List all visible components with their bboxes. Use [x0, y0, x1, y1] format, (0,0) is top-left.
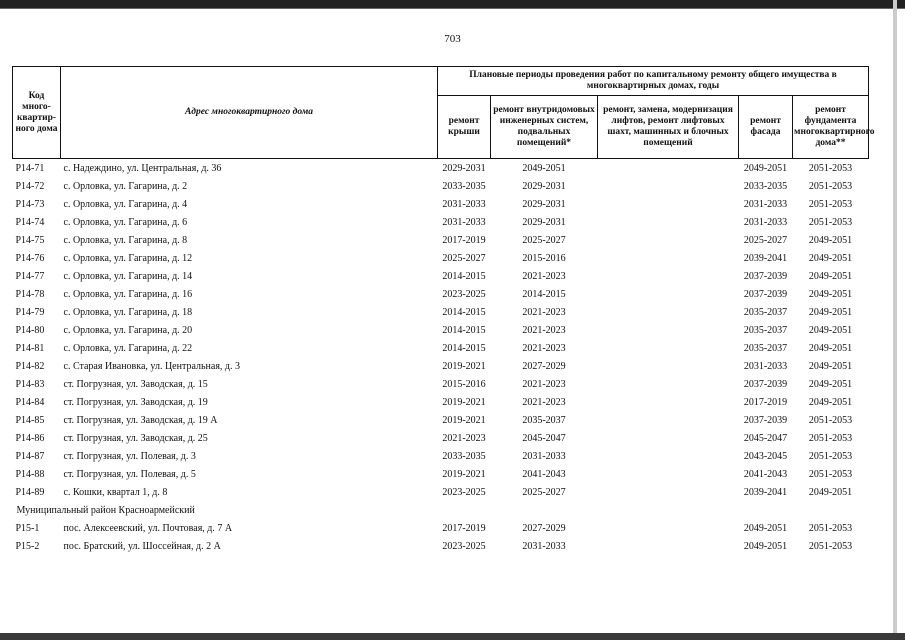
lifts-repair-cell — [598, 159, 739, 178]
foundation-repair-cell: 2049-2051 — [808, 342, 853, 354]
roof-repair-cell: 2015-2016 — [442, 378, 486, 390]
roof-repair-cell: 2031-2033 — [442, 216, 486, 228]
table-row — [13, 483, 869, 501]
roof-repair-cell: 2014-2015 — [442, 306, 486, 318]
house-code-cell: Р15-2 — [15, 540, 40, 552]
lifts-repair-cell — [598, 267, 739, 285]
house-code-cell: Р14-72 — [15, 180, 45, 192]
foundation-repair-cell: 2049-2051 — [808, 360, 853, 372]
header-address: Адрес многоквартирного дома — [61, 67, 438, 159]
capital-repair-table — [12, 66, 875, 555]
lifts-repair-cell — [598, 213, 739, 231]
scan-border-top-shadow — [0, 8, 905, 9]
lifts-repair-cell — [598, 411, 739, 429]
facade-repair-cell: 2031-2033 — [743, 198, 788, 210]
table-header — [13, 67, 875, 159]
table-row — [13, 339, 869, 357]
address-cell: пос. Алексеевский, ул. Почтовая, д. 7 А — [63, 522, 233, 534]
foundation-repair-cell: 2049-2051 — [808, 378, 853, 390]
foundation-repair-cell: 2049-2051 — [808, 270, 853, 282]
address-cell: с. Орловка, ул. Гагарина, д. 12 — [63, 252, 193, 264]
lifts-repair-cell — [598, 339, 739, 357]
foundation-repair-cell: 2049-2051 — [808, 324, 853, 336]
house-code-cell: Р14-80 — [15, 324, 45, 336]
table-row — [13, 537, 869, 555]
section-title: Муниципальный район Красноармейский — [16, 504, 195, 516]
lifts-repair-cell — [598, 375, 739, 393]
house-code-cell: Р14-84 — [15, 396, 45, 408]
systems-repair-cell: 2031-2033 — [522, 540, 566, 552]
lifts-repair-cell — [598, 429, 739, 447]
scan-border-bottom — [0, 633, 905, 640]
house-code-cell: Р14-82 — [15, 360, 45, 372]
table-row — [13, 393, 869, 411]
lifts-repair-cell — [598, 357, 739, 375]
table-body — [13, 159, 869, 556]
foundation-repair-cell: 2049-2051 — [808, 252, 853, 264]
table-row — [13, 267, 869, 285]
facade-repair-cell: 2037-2039 — [743, 378, 788, 390]
house-code-cell: Р14-89 — [15, 486, 45, 498]
facade-repair-cell: 2041-2043 — [743, 468, 788, 480]
systems-repair-cell: 2029-2031 — [522, 216, 566, 228]
house-code-cell: Р14-86 — [15, 432, 45, 444]
lifts-repair-cell — [598, 303, 739, 321]
address-cell: с. Орловка, ул. Гагарина, д. 4 — [63, 198, 188, 210]
facade-repair-cell: 2043-2045 — [743, 450, 788, 462]
foundation-repair-cell: 2051-2053 — [808, 432, 853, 444]
facade-repair-cell: 2033-2035 — [743, 180, 788, 192]
lifts-repair-cell — [598, 249, 739, 267]
address-cell: с. Орловка, ул. Гагарина, д. 14 — [63, 270, 193, 282]
roof-repair-cell: 2019-2021 — [442, 468, 486, 480]
systems-repair-cell: 2027-2029 — [522, 522, 566, 534]
lifts-repair-cell — [598, 177, 739, 195]
systems-repair-cell: 2035-2037 — [522, 414, 566, 426]
header-code: Код много-квартир-ного дома — [13, 67, 61, 159]
address-cell: с. Орловка, ул. Гагарина, д. 18 — [63, 306, 193, 318]
facade-repair-cell: 2031-2033 — [743, 360, 788, 372]
systems-repair-cell: 2025-2027 — [522, 486, 566, 498]
systems-repair-cell: 2015-2016 — [522, 252, 566, 264]
address-cell: с. Кошки, квартал 1, д. 8 — [63, 486, 168, 498]
table-row — [13, 429, 869, 447]
house-code-cell: Р14-73 — [15, 198, 45, 210]
facade-repair-cell: 2031-2033 — [743, 216, 788, 228]
facade-repair-cell: 2037-2039 — [743, 414, 788, 426]
facade-repair-cell: 2035-2037 — [743, 324, 788, 336]
lifts-repair-cell — [598, 537, 739, 555]
table-row — [13, 177, 869, 195]
lifts-repair-cell — [598, 519, 739, 537]
foundation-repair-cell: 2049-2051 — [808, 306, 853, 318]
table-row — [13, 285, 869, 303]
lifts-repair-cell — [598, 483, 739, 501]
table-row — [13, 321, 869, 339]
lifts-repair-cell — [598, 231, 739, 249]
lifts-repair-cell — [598, 321, 739, 339]
house-code-cell: Р14-75 — [15, 234, 45, 246]
house-code-cell: Р14-85 — [15, 414, 45, 426]
header-facade-repair: ремонт фасада — [739, 96, 793, 159]
foundation-repair-cell: 2049-2051 — [808, 486, 853, 498]
systems-repair-cell: 2021-2023 — [522, 270, 566, 282]
address-cell: с. Старая Ивановка, ул. Центральная, д. 3 — [63, 360, 241, 372]
table-row — [13, 357, 869, 375]
facade-repair-cell: 2037-2039 — [743, 288, 788, 300]
house-code-cell: Р14-81 — [15, 342, 45, 354]
systems-repair-cell: 2021-2023 — [522, 396, 566, 408]
address-cell: ст. Погрузная, ул. Полевая, д. 3 — [63, 450, 196, 462]
roof-repair-cell: 2021-2023 — [442, 432, 486, 444]
address-cell: с. Орловка, ул. Гагарина, д. 6 — [63, 216, 188, 228]
table-row — [13, 249, 869, 267]
roof-repair-cell: 2025-2027 — [442, 252, 486, 264]
address-cell: с. Орловка, ул. Гагарина, д. 16 — [63, 288, 193, 300]
table-row — [13, 159, 869, 178]
facade-repair-cell: 2039-2041 — [743, 252, 788, 264]
roof-repair-cell: 2029-2031 — [442, 162, 486, 174]
foundation-repair-cell: 2051-2053 — [808, 468, 853, 480]
house-code-cell: Р15-1 — [15, 522, 40, 534]
house-code-cell: Р14-74 — [15, 216, 45, 228]
facade-repair-cell: 2025-2027 — [743, 234, 788, 246]
lifts-repair-cell — [598, 285, 739, 303]
header-lifts-repair: ремонт, замена, модернизация лифтов, ремонт лифтовых шахт, машинных и блочных помещений — [598, 96, 739, 159]
facade-repair-cell: 2039-2041 — [743, 486, 788, 498]
address-cell: с. Орловка, ул. Гагарина, д. 20 — [63, 324, 193, 336]
systems-repair-cell: 2025-2027 — [522, 234, 566, 246]
roof-repair-cell: 2033-2035 — [442, 180, 486, 192]
address-cell: с. Орловка, ул. Гагарина, д. 8 — [63, 234, 188, 246]
roof-repair-cell: 2017-2019 — [442, 522, 486, 534]
address-cell: пос. Братский, ул. Шоссейная, д. 2 А — [63, 540, 221, 552]
roof-repair-cell: 2023-2025 — [442, 486, 486, 498]
table-row — [13, 465, 869, 483]
foundation-repair-cell: 2051-2053 — [808, 216, 853, 228]
roof-repair-cell: 2023-2025 — [442, 540, 486, 552]
roof-repair-cell: 2014-2015 — [442, 270, 486, 282]
roof-repair-cell: 2019-2021 — [442, 360, 486, 372]
facade-repair-cell: 2035-2037 — [743, 306, 788, 318]
table-row — [13, 213, 869, 231]
page-number: 703 — [444, 33, 461, 45]
roof-repair-cell: 2019-2021 — [442, 396, 486, 408]
header-planned-periods: Плановые периоды проведения работ по капитальному ремонту общего имущества в многоквартирных домах, годы — [438, 67, 869, 96]
facade-repair-cell: 2035-2037 — [743, 342, 788, 354]
lifts-repair-cell — [598, 393, 739, 411]
foundation-repair-cell: 2051-2053 — [808, 162, 853, 174]
house-code-cell: Р14-88 — [15, 468, 45, 480]
foundation-repair-cell: 2049-2051 — [808, 288, 853, 300]
systems-repair-cell: 2021-2023 — [522, 342, 566, 354]
systems-repair-cell: 2014-2015 — [522, 288, 566, 300]
table-row — [13, 447, 869, 465]
address-cell: ст. Погрузная, ул. Полевая, д. 5 — [63, 468, 196, 480]
address-cell: с. Орловка, ул. Гагарина, д. 22 — [63, 342, 193, 354]
foundation-repair-cell: 2051-2053 — [808, 540, 853, 552]
header-foundation-repair: ремонт фундамента многоквартирного дома** — [793, 96, 869, 159]
address-cell: с. Орловка, ул. Гагарина, д. 2 — [63, 180, 188, 192]
house-code-cell: Р14-83 — [15, 378, 45, 390]
systems-repair-cell: 2021-2023 — [522, 324, 566, 336]
address-cell: ст. Погрузная, ул. Заводская, д. 25 — [63, 432, 208, 444]
house-code-cell: Р14-87 — [15, 450, 45, 462]
roof-repair-cell: 2014-2015 — [442, 342, 486, 354]
table-row — [13, 231, 869, 249]
house-code-cell: Р14-71 — [15, 162, 45, 174]
house-code-cell: Р14-79 — [15, 306, 45, 318]
systems-repair-cell: 2031-2033 — [522, 450, 566, 462]
table-row — [13, 519, 869, 537]
roof-repair-cell: 2033-2035 — [442, 450, 486, 462]
address-cell: ст. Погрузная, ул. Заводская, д. 19 — [63, 396, 208, 408]
roof-repair-cell: 2031-2033 — [442, 198, 486, 210]
address-cell: ст. Погрузная, ул. Заводская, д. 19 А — [63, 414, 218, 426]
foundation-repair-cell: 2051-2053 — [808, 198, 853, 210]
table-row — [13, 303, 869, 321]
foundation-repair-cell: 2051-2053 — [808, 180, 853, 192]
roof-repair-cell: 2014-2015 — [442, 324, 486, 336]
roof-repair-cell: 2023-2025 — [442, 288, 486, 300]
facade-repair-cell: 2037-2039 — [743, 270, 788, 282]
house-code-cell: Р14-78 — [15, 288, 45, 300]
lifts-repair-cell — [598, 195, 739, 213]
systems-repair-cell: 2021-2023 — [522, 306, 566, 318]
address-cell: с. Надеждино, ул. Центральная, д. 36 — [63, 162, 222, 174]
lifts-repair-cell — [598, 447, 739, 465]
header-roof-repair: ремонт крыши — [438, 96, 491, 159]
systems-repair-cell: 2027-2029 — [522, 360, 566, 372]
roof-repair-cell: 2019-2021 — [442, 414, 486, 426]
lifts-repair-cell — [598, 465, 739, 483]
address-cell: ст. Погрузная, ул. Заводская, д. 15 — [63, 378, 208, 390]
systems-repair-cell: 2021-2023 — [522, 378, 566, 390]
section-row — [13, 501, 869, 519]
facade-repair-cell: 2049-2051 — [743, 162, 788, 174]
foundation-repair-cell: 2051-2053 — [808, 522, 853, 534]
scan-border-top — [0, 0, 905, 8]
header-engineering-systems-repair: ремонт внутридомовых инженерных систем, подвальных помещений* — [491, 96, 598, 159]
table-row — [13, 375, 869, 393]
roof-repair-cell: 2017-2019 — [442, 234, 486, 246]
foundation-repair-cell: 2049-2051 — [808, 396, 853, 408]
table-row — [13, 411, 869, 429]
systems-repair-cell: 2045-2047 — [522, 432, 566, 444]
systems-repair-cell: 2041-2043 — [522, 468, 566, 480]
facade-repair-cell: 2049-2051 — [743, 522, 788, 534]
systems-repair-cell: 2029-2031 — [522, 180, 566, 192]
foundation-repair-cell: 2051-2053 — [808, 450, 853, 462]
house-code-cell: Р14-77 — [15, 270, 45, 282]
house-code-cell: Р14-76 — [15, 252, 45, 264]
table-row — [13, 195, 869, 213]
systems-repair-cell: 2029-2031 — [522, 198, 566, 210]
facade-repair-cell: 2049-2051 — [743, 540, 788, 552]
facade-repair-cell: 2017-2019 — [743, 396, 788, 408]
facade-repair-cell: 2045-2047 — [743, 432, 788, 444]
foundation-repair-cell: 2051-2053 — [808, 414, 853, 426]
foundation-repair-cell: 2049-2051 — [808, 234, 853, 246]
scan-border-right — [893, 0, 897, 640]
systems-repair-cell: 2049-2051 — [522, 162, 566, 174]
